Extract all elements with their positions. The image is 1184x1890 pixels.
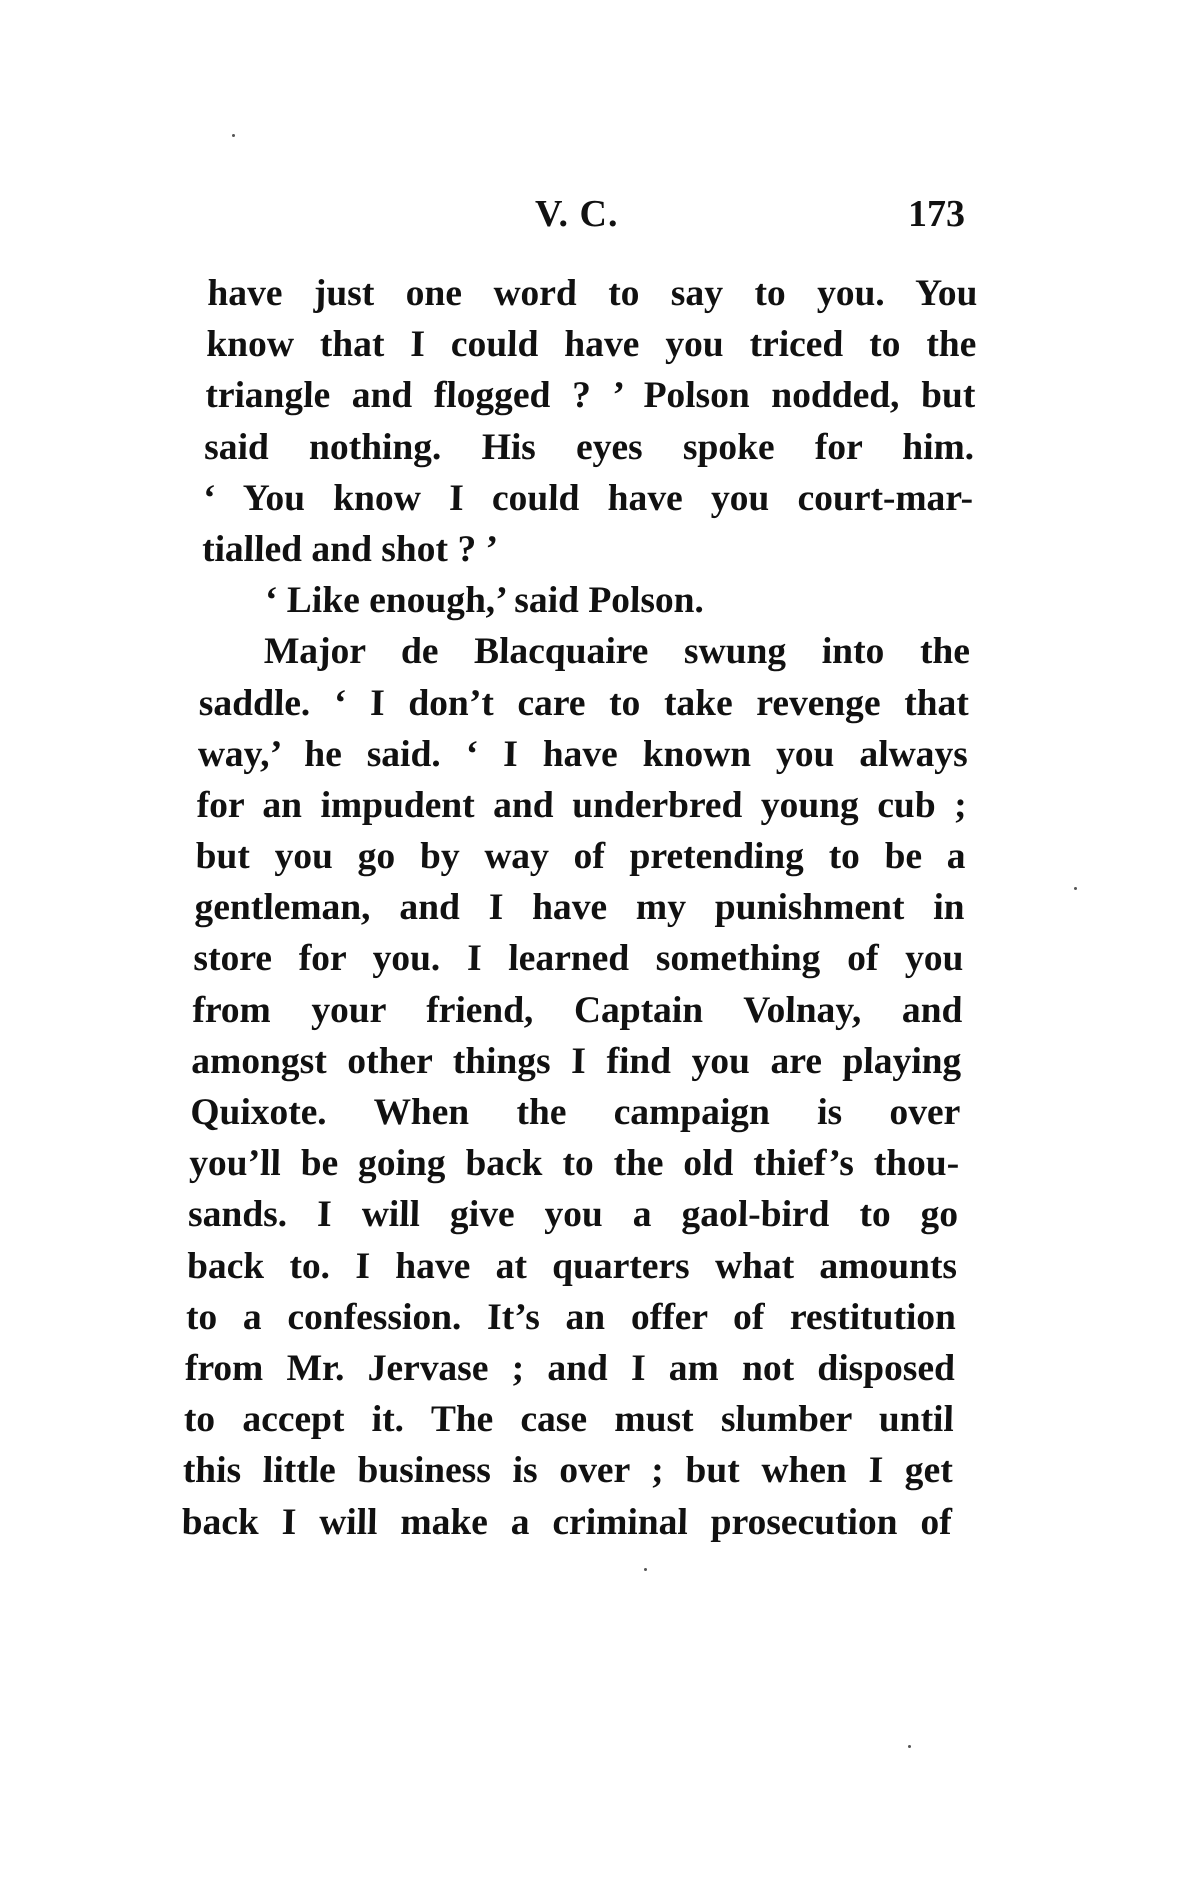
text-line: Quixote. When the campaign is over xyxy=(189,1092,961,1133)
text-line: triangle and flogged ? ’ Polson nodded, but xyxy=(204,375,976,417)
text-line: said nothing. His eyes spoke for him. xyxy=(203,426,975,468)
text-line: to a confession. It’s an offer of restitution xyxy=(185,1296,957,1338)
text-line: tialled and shot ? ’ xyxy=(201,528,499,570)
text-line: for an impudent and underbred young cub ; xyxy=(196,784,968,826)
text-line: store for you. I learned something of you xyxy=(193,938,964,980)
paper-speck xyxy=(908,1745,911,1748)
text-line: ‘ You know I could have you court-mar- xyxy=(202,477,974,519)
text-line: but you go by way of pretending to be a xyxy=(195,836,967,878)
text-line: gentleman, and I have my punishment in xyxy=(194,887,966,929)
text-line: from Mr. Jervase ; and I am not disposed xyxy=(184,1347,956,1389)
text-line: know that I could have you triced to the xyxy=(205,324,977,366)
text-line: have just one word to say to you. You xyxy=(207,273,978,314)
text-line: amongst other things I find you are playing xyxy=(190,1040,962,1082)
text-line: sands. I will give you a gaol-bird to go xyxy=(187,1194,959,1236)
page-number: 173 xyxy=(908,193,965,235)
text-line: to accept it. The case must slumber until xyxy=(183,1399,955,1441)
text-line: from your friend, Captain Volnay, and xyxy=(192,989,963,1031)
text-line: you’ll be going back to the old thief’s thou- xyxy=(188,1143,960,1185)
paper-speck xyxy=(232,134,235,137)
paper-speck xyxy=(644,1568,647,1571)
running-head xyxy=(205,192,965,242)
text-line: this little business is over ; but when I get xyxy=(182,1450,954,1492)
body-text xyxy=(181,268,978,1548)
text-line: saddle. ‘ I don’t care to take revenge that xyxy=(198,682,970,724)
text-line: ‘ Like enough,’ said Polson. xyxy=(264,580,705,622)
text-line: back I will make a criminal prosecution of xyxy=(181,1501,953,1543)
text-line: way,’ he said. ‘ I have known you always xyxy=(197,733,969,775)
text-line: Major de Blacquaire swung into the xyxy=(263,631,971,673)
text-line: back to. I have at quarters what amounts xyxy=(186,1245,958,1287)
running-head-title: V. C. xyxy=(535,193,619,235)
paper-speck xyxy=(1074,887,1077,890)
